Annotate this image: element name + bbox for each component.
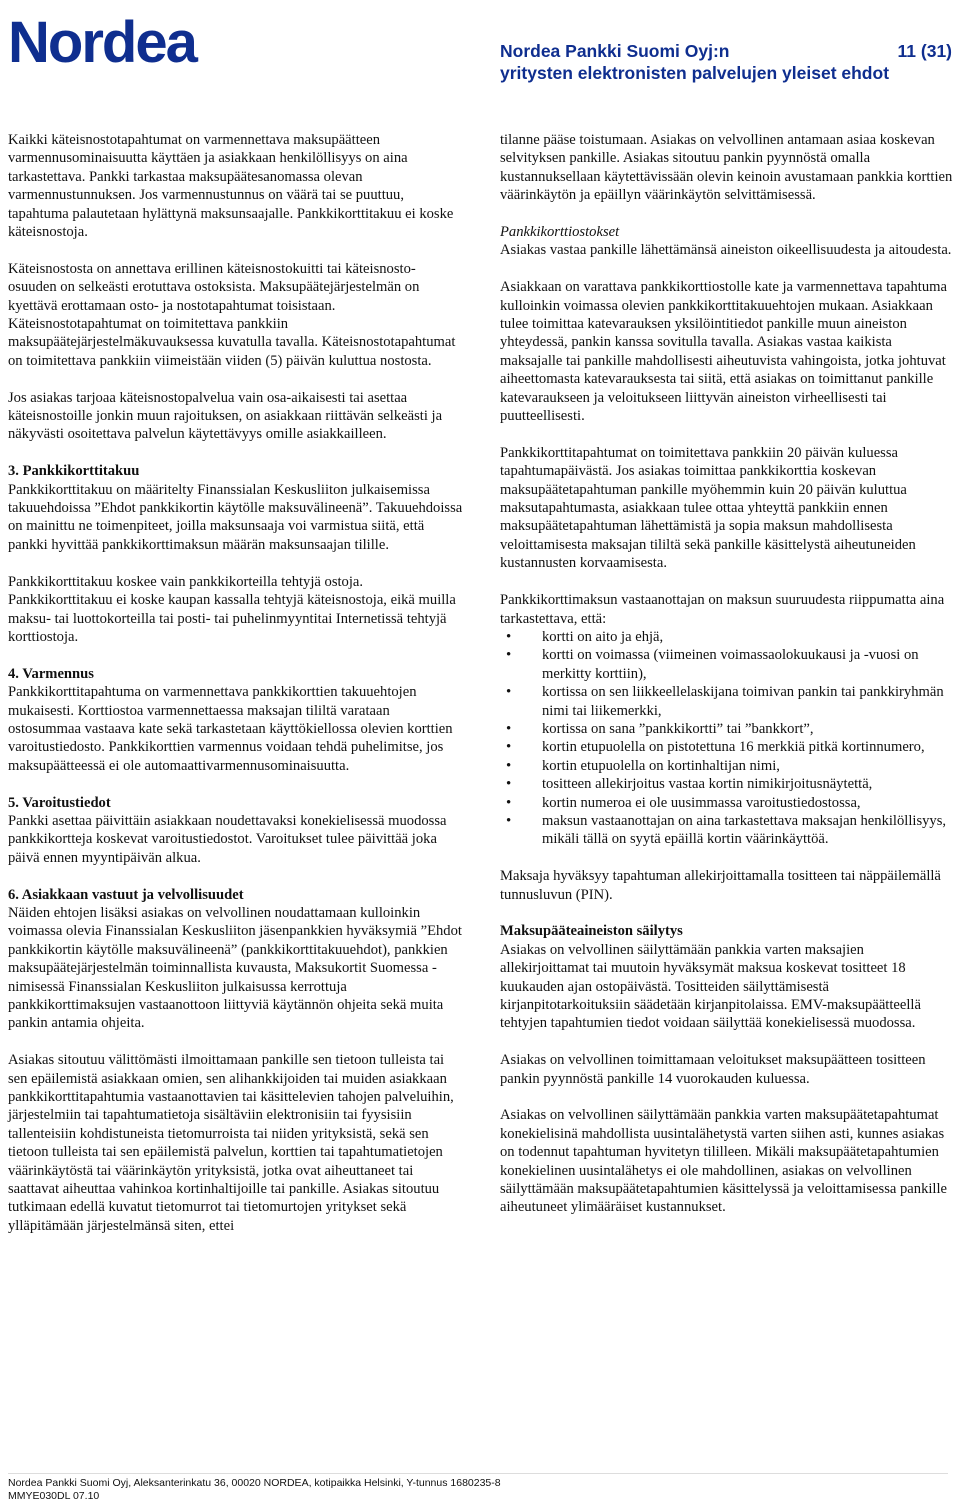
- section-5: [8, 794, 463, 868]
- subsection-heading: Pankkikorttiostokset: [500, 224, 620, 241]
- list-item: • kortissa on sana ”pankkikortti” tai ”bankkort”,: [500, 720, 956, 738]
- section-6: [8, 886, 463, 1033]
- card-purchases-section: [500, 223, 956, 260]
- footer-address: Nordea Pankki Suomi Oyj, Aleksanterinkatu 36, 00020 NORDEA, kotipaikka Helsinki, Y-tunnus 1680235-8: [8, 1477, 501, 1489]
- section-heading: 4. Varmennus: [8, 665, 94, 682]
- checklist: [500, 628, 956, 849]
- section-text: Asiakas on velvollinen säilyttämään pankkia varten maksajien allekirjoittamat tai muutoin hyväksymät maksua koskevat tositteet 18 kuukauden ajan ostopäivästä. Tositteiden säilyttämisestä kirjanpitotarkoituksiin säädetään kirjanpitolaissa. EMV-maksupäätteellä tehtyjen tapahtumien tiedot voidaan säilyttää konekielisessä muodossa.: [500, 941, 921, 1032]
- paragraph: Asiakkaan on varattava pankkikorttiostolle kate ja varmennettava tapahtuma kulloinkin voimassa olevien pankkikorttitakuuehtojen mukaan. Asiakkaan tulee toimittaa katevarauksen yksilöintitiedot pankille muun aineiston yhteydessä, pankin kanssa sovitulla tavalla. Asiakas vastaa kaikista maksajalle tai pankille mahdollisesti aiheutuvista vahingoista, jotka johtuvat aiheettomasta katevarauksesta tai siitä, että asiakas on toimittanut pankille katevaraukseen ja veloitukseen liittyvän aineiston virheellisesti tai puutteellisesti.: [500, 279, 947, 425]
- list-item: • kortti on aito ja ehjä,: [500, 628, 956, 646]
- section-text: Pankkikorttitakuu on määritelty Finanssialan Keskusliiton julkaisemissa takuuehdoissa ”Ehdot pankkikortin käytölle maksuvälineenä”. Takuuehdoissa on mainittu ne toimenpiteet, joilla maksunsaaja voi varmistua siitä, että pankki hyvittää pankkikorttimaksun määrän maksunsaajan tilille.: [8, 481, 463, 553]
- header-company: Nordea Pankki Suomi Oyj:n: [500, 41, 730, 61]
- paragraph: Asiakas sitoutuu välittömästi ilmoittamaan pankille sen tietoon tulleista tai sen epäilemistä asiakkaan omien, sen alihankkijoiden tai muiden asiakkaan pankkikorttitapahtumia vastaanottavien tai käsittelevien tahojen palveluihin, järjestelmiin tai tapahtumatietoja sisältäviin elektronisiin tai fyysisiin tallenteisiin kohdistuneista tietomurroista tai niiden yrityksistä, sekä sen tietoon tulleista tai sen epäilemistä palvelun, korttien tai tapahtumatietojen väärinkäytöstä tai väärinkäytön yrityksistä, jotka ovat aiheuttaneet tai saattavat aiheuttaa vahinkoa kortinhaltijoille tai pankille. Asiakas sitoutuu tutkimaan edellä kuvatut tietomurrot tai tietomurtojen yritykset sekä ylläpitämään järjestelmänsä siten, ettei: [8, 1052, 454, 1234]
- right-column: [500, 131, 956, 1217]
- paragraph: Asiakas on velvollinen säilyttämään pankkia varten maksupäätetapahtumat konekielisinä mahdollista uusintalähetystä varten siihen asti, kunnes asiakas on todennut tapahtuman hyvitetyn tililleen. Mikäli maksupäätetapahtumien konekielinen uusintalähetys ei ole mahdollinen, asiakas on velvollinen säilyttämään maksupäätetapahtumien käsittelyssä ja veloittamisessa pankille aiheutuneet ylimääräiset kustannukset.: [500, 1107, 948, 1216]
- section-heading: 3. Pankkikorttitakuu: [8, 463, 140, 480]
- list-item: • tositteen allekirjoitus vastaa kortin nimikirjoitusnäytettä,: [500, 775, 956, 793]
- section-heading: Maksupääteaineiston säilytys: [500, 923, 683, 940]
- section-text: Asiakas vastaa pankille lähettämänsä aineiston oikeellisuudesta ja aitoudesta.: [500, 242, 952, 259]
- section-3: [8, 462, 463, 554]
- footer-divider: [8, 1473, 948, 1474]
- section-heading: 5. Varoitustiedot: [8, 794, 111, 811]
- section-text: Näiden ehtojen lisäksi asiakas on velvollinen noudattamaan kulloinkin voimassa olevia Finanssialan Keskusliiton jäsenpankkien hyväksymiä ”Ehdot pankkikortin käytölle maksuvälineenä” (pankkikorttitakuuehdot), pankkien maksupäätejärjestelmän toiminnallista kuvausta, Maksukortit Suomessa -nimisessä Finanssialan Keskusliiton julkaisussa kerrottuja pankkikorttimaksujen vastaanottoon liittyviä käytännön ohjeita sekä muita pankin antamia ohjeita.: [8, 904, 462, 1032]
- paragraph: Pankkikorttitakuu koskee vain pankkikorteilla tehtyjä ostoja. Pankkikorttitakuu ei koske kaupan kassalla tehtyjä käteisnostoja, eikä muilla maksu- tai luottokorteilla tai posti- tai puhelinmyyntitai Internetissä tehtyjä korttiostoja.: [8, 573, 456, 645]
- section-text: Pankki asettaa päivittäin asiakkaan noudettavaksi konekielisessä muodossa pankkikortteja koskevat varoitustiedostot. Varoitukset tulee päivittää joka päivä ennen myyntipäivän alkua.: [8, 812, 447, 866]
- paragraph: Pankkikorttitapahtumat on toimitettava pankkiin 20 päivän kuluessa tapahtumapäivästä. Jos asiakas toimittaa pankkikorttia koskevan maksupäätetapahtuman pankille myöhemmin kuin 20 päivän kuluttua maksutapahtumasta, asiakkaan tulee ottaa yhteyttä pankkiin ennen maksupäätetapahtuman lähettämistä ja sopia maksun mahdollisesta veloittamisesta maksajan tililtä sekä pankille käsittelystä aiheutuneiden kustannusten korvaamisesta.: [500, 444, 916, 572]
- page-header: [500, 40, 952, 84]
- list-item: • kortti on voimassa (viimeinen voimassaolokuukausi ja -vuosi on merkitty korttiin),: [500, 646, 956, 683]
- page-number: 11 (31): [897, 41, 952, 61]
- section-heading: 6. Asiakkaan vastuut ja velvollisuudet: [8, 886, 244, 903]
- paragraph: Asiakas on velvollinen toimittamaan veloitukset maksupäätteen tositteen pankin pyynnöstä pankille 14 vuorokauden kuluessa.: [500, 1052, 926, 1087]
- list-item: • kortin etupuolella on pistotettuna 16 merkkiä pitkä kortinnumero,: [500, 738, 956, 756]
- paragraph: Käteisnostosta on annettava erillinen käteisnostokuitti tai käteisnosto-osuuden on selkeästi erotuttava ostoksista. Maksupäätejärjestelmän on kyettävä erottamaan osto- ja nostotapahtumat toisistaan. Käteisnostotapahtumat on toimitettava pankkiin maksupäätejärjestelmäkuvauksessa kuvatulla tavalla. Käteisnostotapahtumat on toimitettava pankkiin viimeistään viiden (5) päivän kuluttua nostosta.: [8, 260, 456, 369]
- footer-doc-code: MMYE030DL 07.10: [8, 1490, 100, 1502]
- storage-section: [500, 922, 956, 1032]
- paragraph: Jos asiakas tarjoaa käteisnostopalvelua vain osa-aikaisesti tai asettaa käteisnostoille jonkin muun rajoituksen, on asiakkaan riittävän selkeästi ja näkyvästi osoitettava palvelun käytettävyys omille asiakkailleen.: [8, 389, 443, 443]
- section-text: Pankkikorttitapahtuma on varmennettava pankkikorttien takuuehtojen mukaisesti. Korttiostoa varmennettaessa maksajan tililtä varataan ostosummaa vastaava kate sekä tarkastetaan käyttökiellossa olevien korttien varoitustiedosto. Pankkikorttien varmennus voidaan tehdä puhelimitse, jos maksupäätteessä ei ole automaattivarmennusominaisuutta.: [8, 684, 453, 774]
- paragraph: Maksaja hyväksyy tapahtuman allekirjoittamalla tositteen tai näppäilemällä tunnusluvun (PIN).: [500, 868, 941, 903]
- paragraph: Kaikki käteisnostotapahtumat on varmennettava maksupäätteen varmennusominaisuutta käyttäen ja asiakkaan henkilöllisyys on aina tarkastettava. Pankki tarkastaa maksupäätesanomassa olevan varmennustunnuksen. Jos varmennustunnus on väärä tai se puuttuu, tapahtuma palautetaan hylättynä maksunsaajalle. Pankkikorttitakuu ei koske käteisnostoja.: [8, 132, 454, 241]
- paragraph: tilanne pääse toistumaan. Asiakas on velvollinen antamaan asiaa koskevan selvityksen pankille. Asiakas sitoutuu pankin pyynnöstä omalla kustannuksellaan käytettävissään olevin keinoin avustamaan pankkia korttien väärinkäytön ja epäillyn väärinkäytön selvittämisessä.: [500, 132, 953, 204]
- header-subtitle: yritysten elektronisten palvelujen yleiset ehdot: [500, 63, 890, 83]
- left-column: [8, 131, 463, 1235]
- list-item: • kortin numeroa ei ole uusimmassa varoitustiedostossa,: [500, 794, 956, 812]
- nordea-logo: Nordea: [8, 10, 196, 75]
- paragraph: Pankkikorttimaksun vastaanottajan on maksun suuruudesta riippumatta aina tarkastettava, että:: [500, 592, 945, 627]
- list-item: • maksun vastaanottajan on aina tarkastettava maksajan henkilöllisyys, mikäli tällä on syytä epäillä kortin väärinkäyttöä.: [500, 812, 956, 849]
- list-item: • kortissa on sen liikkeellelaskijana toimivan pankin tai pankkiryhmän nimi tai liikemerkki,: [500, 683, 956, 720]
- section-4: [8, 665, 463, 775]
- page-footer: [8, 1477, 948, 1503]
- list-item: • kortin etupuolella on kortinhaltijan nimi,: [500, 757, 956, 775]
